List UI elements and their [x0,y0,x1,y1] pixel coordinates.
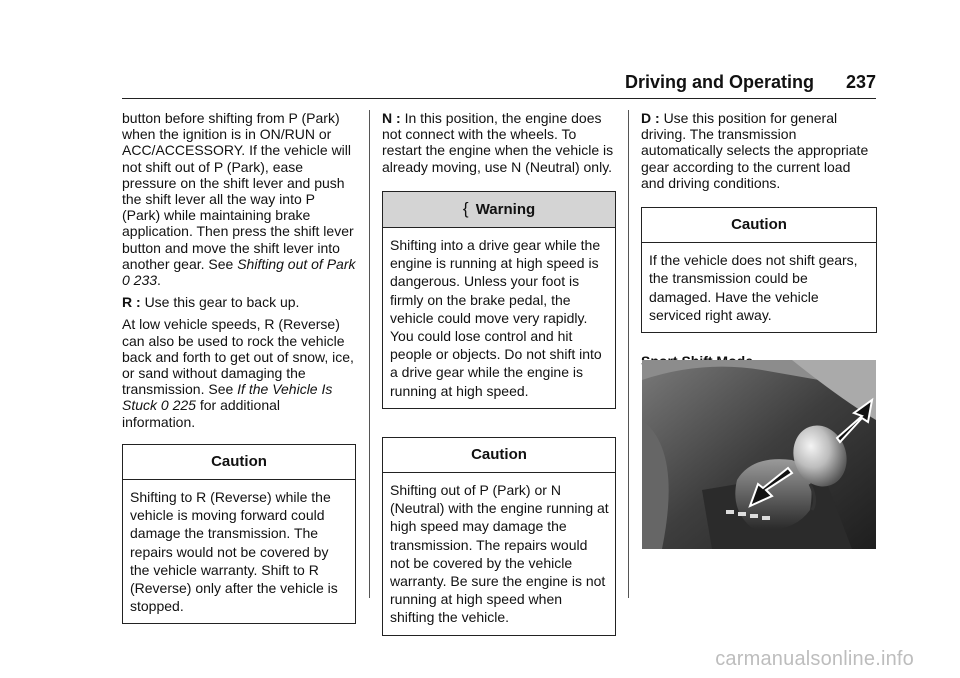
warning-box [382,191,616,409]
caution-text: Shifting out of P (Park) or N (Neutral) with the engine running at high speed may damage the transmission. The repairs would not be covered by the vehicle warranty. Be sure the engine is not running at high speed when shifting the vehicle. [390,482,609,626]
paragraph-reverse-def: R : Use this gear to back up. [122,294,300,311]
caution-box-drive [641,207,877,333]
page-number: 237 [845,72,876,92]
link-shifting-out-of-park[interactable]: Shifting out of Park 0 233 [122,255,356,289]
caution-title: Caution [123,445,355,480]
column-3 [641,110,877,375]
column-divider [628,110,629,598]
caution-box-reverse [122,444,356,625]
caution-title: Caution [383,438,615,473]
caution-box-park [382,437,616,636]
warning-title: Warning [475,200,536,218]
link-vehicle-stuck[interactable]: If the Vehicle Is Stuck 0 225 [122,381,333,414]
caution-title: Caution [642,208,876,243]
column-divider [369,110,370,598]
warning-icon: { [462,198,469,218]
column-1 [122,110,356,638]
caution-text: If the vehicle does not shift gears, the transmission could be damaged. Have the vehicle serviced right away. [649,252,858,323]
paragraph-park: button before shifting from P (Park) when the ignition is in ON/RUN or ACC/ACCESSORY. If the vehicle will not shift out of P (Park), ease pressure on the shift lever and push the shift lever all the way into P (Park) while maintaining brake application. Then press the shift lever button and move the shift lever into another gear. See Shifting out of Park 0 233. [122,110,356,289]
gear-label-n: N : [382,110,401,126]
page-header [122,72,876,99]
gear-label-d: D : [641,110,660,126]
caution-text: Shifting to R (Reverse) while the vehicle is moving forward could damage the transmission. The repairs would not be covered by the vehicle warranty. Shift to R (Reverse) only after the vehicle is stopped. [130,489,338,615]
watermark: carmanualsonline.info [715,648,914,670]
paragraph-reverse-rock: At low vehicle speeds, R (Reverse) can also be used to rock the vehicle back and forth to get out of snow, ice, or sand without damaging the transmission. See If the Vehicle Is Stuck 0 225 for additional information. [122,316,354,430]
warning-header [383,192,615,228]
section-title: Driving and Operating [624,72,814,92]
paragraph-neutral-def: N : In this position, the engine does not connect with the wheels. To restart the engine when the vehicle is already moving, use N (Neutral) only. [382,110,614,175]
paragraph-drive-def: D : Use this position for general driving. The transmission automatically selects the appropriate gear according to the current load and driving conditions. [641,110,869,191]
gear-label-r: R : [122,294,141,311]
shift-lever-photo [642,360,876,549]
warning-text: Shifting into a drive gear while the engine is running at high speed is dangerous. Unless your foot is firmly on the brake pedal, the vehicle could move very rapidly. You could lose control and hit people or objects. Do not shift into a drive gear while the engine is running at high speed. [390,237,602,399]
column-2 [382,110,616,650]
